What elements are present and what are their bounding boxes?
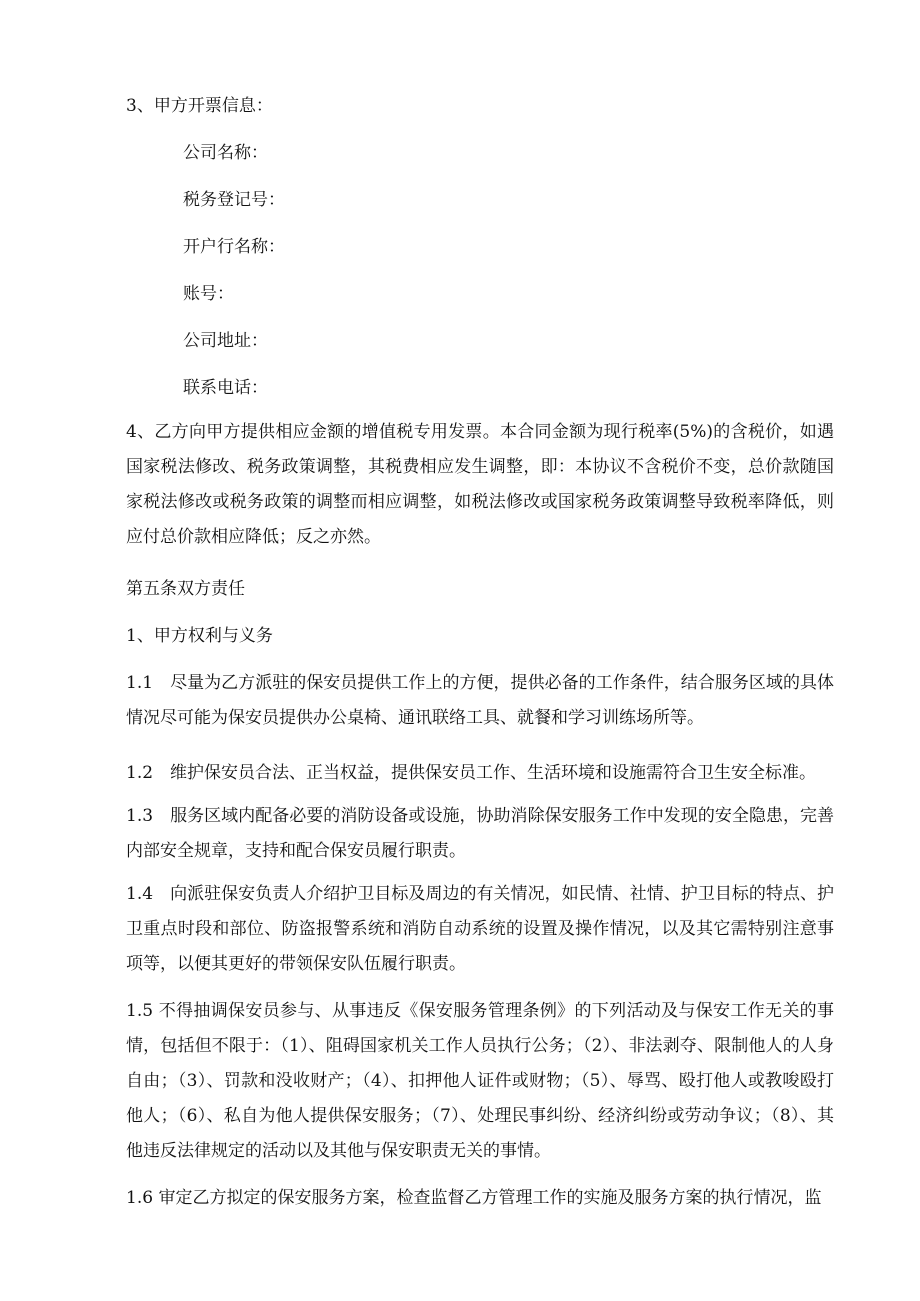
field-account-number: 账号： (183, 284, 234, 304)
clause-1-2: 1.2 维护保安员合法、正当权益，提供保安员工作、生活环境和设施需符合卫生安全标准。 (126, 763, 817, 783)
article-5-title: 第五条双方责任 (126, 579, 245, 599)
field-bank-name: 开户行名称： (183, 237, 285, 257)
field-contact-phone: 联系电话： (183, 378, 268, 398)
clause-1-3: 1.3 服务区域内配备必要的消防设备或设施，协助消除保安服务工作中发现的安全隐患，完善内部安全规章，支持和配合保安员履行职责。 (126, 806, 834, 861)
party-a-rights-heading: 1、甲方权利与义务 (126, 626, 273, 646)
field-tax-registration-number: 税务登记号： (183, 190, 285, 210)
clause-1-4: 1.4 向派驻保安负责人介绍护卫目标及周边的有关情况，如民情、社情、护卫目标的特点、护卫重点时段和部位、防盗报警系统和消防自动系统的设置及操作情况，以及其它需特别注意事项等，以便其更好的带领保安队伍履行职责。 (126, 884, 834, 974)
field-company-name: 公司名称： (183, 143, 268, 163)
invoice-info-heading: 3、甲方开票信息： (126, 96, 273, 116)
vat-invoice-paragraph: 4、乙方向甲方提供相应金额的增值税专用发票。本合同金额为现行税率(5%)的含税价，如遇国家税法修改、税务政策调整，其税费相应发生调整，即：本协议不含税价不变，总价款随国家税法修改或税务政策的调整而相应调整，如税法修改或国家税务政策调整导致税率降低，则应付总价款相应降低；反之亦然。 (126, 422, 834, 547)
field-company-address: 公司地址： (183, 331, 268, 351)
clause-1-6: 1.6 审定乙方拟定的保安服务方案，检查监督乙方管理工作的实施及服务方案的执行情况，监 (126, 1188, 822, 1208)
clause-1-5: 1.5 不得抽调保安员参与、从事违反《保安服务管理条例》的下列活动及与保安工作无关的事情，包括但不限于：（1）、阻碍国家机关工作人员执行公务；（2）、非法剥夺、限制他人的人身自由；（3）、罚款和没收财产；（4）、扣押他人证件或财物；（5）、辱骂、殴打他人或教唆殴打他人；（6）、私自为他人提供保安服务；（7）、处理民事纠纷、经济纠纷或劳动争议；（8）、其他违反法律规定的活动以及其他与保安职责无关的事情。 (126, 1001, 834, 1161)
clause-1-1: 1.1 尽量为乙方派驻的保安员提供工作上的方便，提供必备的工作条件，结合服务区域的具体情况尽可能为保安员提供办公桌椅、通讯联络工具、就餐和学习训练场所等。 (126, 673, 834, 728)
